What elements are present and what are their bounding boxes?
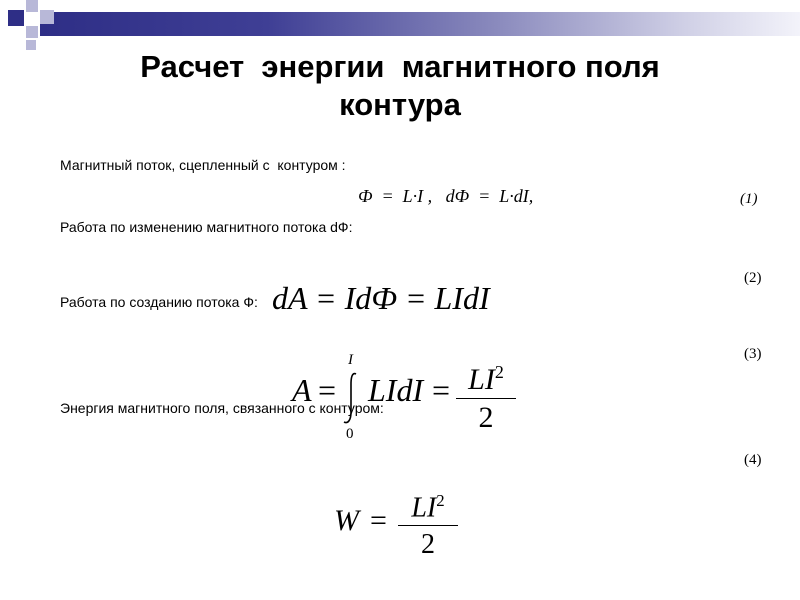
decor-square [26,0,38,12]
text-line-energy: Энергия магнитного поля, связанного с контуром: [60,400,384,416]
formula-integral-fraction [456,354,516,437]
equation-number-1: (1) [740,191,758,207]
page-title [0,48,800,124]
formula-flux: Ф = L·I , dФ = L·dI, [358,186,534,206]
formula-energy-eq: = [370,504,387,537]
fraction-numerator: LI [411,492,437,524]
equation-number-2: (2) [744,270,762,286]
decor-square [26,26,38,38]
fraction-exponent: 2 [494,362,504,382]
text-line-flux: Магнитный поток, сцепленный с контуром : [60,157,346,173]
integral-sign-icon [340,370,362,426]
formula-energy-fraction [398,484,458,564]
formula-integral-lhs: A [292,372,312,408]
formula-integral-integrand: LIdI [368,372,424,408]
fraction-exponent: 2 [436,491,445,510]
fraction-denominator: 2 [421,529,435,561]
integral-lower-limit: 0 [346,426,354,442]
formula-work: dA = IdФ = LIdI [272,280,490,316]
text-line-work-create: Работа по созданию потока Ф: [60,294,258,310]
equation-number-4: (4) [744,452,762,468]
decor-square [8,10,24,26]
fraction-numerator: LI [468,363,495,396]
formula-integral-eq: = [318,372,337,408]
equation-number-3: (3) [744,346,762,362]
formula-integral-eq2: = [432,372,451,408]
text-line-work-change: Работа по изменению магнитного потока dФ: [60,219,353,235]
fraction-denominator: 2 [478,401,494,434]
decor-square [40,10,54,24]
integral-upper-limit: I [348,352,353,368]
title-line-1: Расчет энергии магнитного поля [140,49,660,84]
formula-energy-lhs: W [334,504,359,537]
title-line-2: контура [339,87,461,122]
header-gradient-bar [40,12,800,36]
